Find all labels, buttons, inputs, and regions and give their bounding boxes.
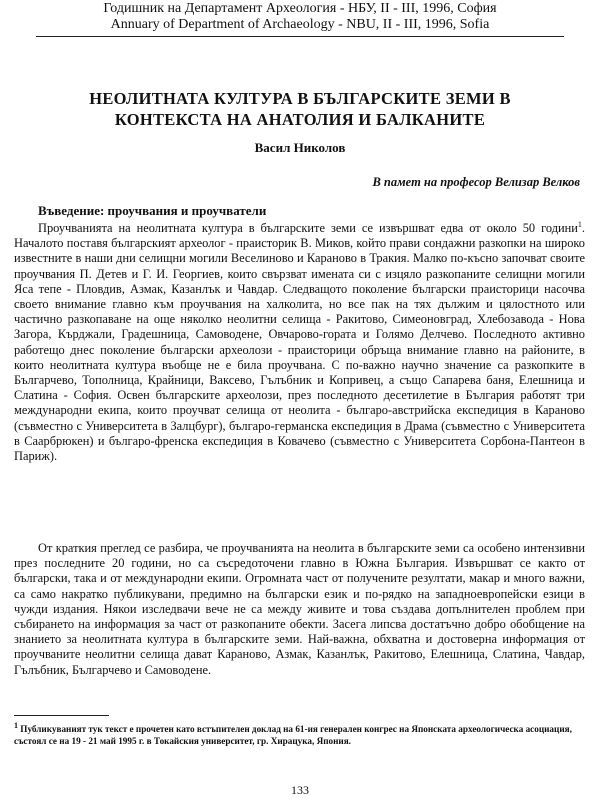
page-number: 133 <box>291 783 309 797</box>
footnote <box>14 720 585 747</box>
footnote-rule <box>14 715 109 716</box>
paragraph-1 <box>14 221 585 464</box>
paragraph-1-rest: . Началото поставя българският археолог - праисторик В. Миков, който прави сондажни разкопки на широко известните в наши дни селищни могили Веселиново и Караново в Тракия. Малко по-късно започват своите проучвания П. Детев и Г. И. Георгиев, които свързват имената си с изцяло разкопаните селищни могили Яса тепе - Пловдив, Азмак, Казанлък и Чавдар. Следващото поколение български праисторици насочва своето внимание главно към проучвания на халколита, но все пак на тях дължим и цялостното или частично разкопаване на още няколко неолитни селища - Ракитово, Симеоновград, Хлебозавода - Нова Загора, Кърджали, Градешница, Самоводене, Овчарово-гората и Голямо Делчево. Последното активно работещо днес поколение български археолози - праисторици обръща внимание главно на районите, в които неолитната култура въобще не е била проучвана. С по-важно научно значение са разкопките в Българчево, Тополница, Крайници, Ваксево, Гълъбник и Копривец, а също Сапарева баня, Елешница и Слатина - София. Освен българските археолози, през последното десетилетие в България работят три международни екипа, които проучват селища от неолита - българо-австрийска експедиция в Караново (съвместно с Университета в Залцбург), българо-германска експедиция в Драма (съвместно с Университета в Саарбрюкен) и българо-френска експедиция в Ковачево (съвместно с Университета Сорбона-Пантеон в Париж). <box>14 221 585 464</box>
footnote-text: Публикуваният тук текст е прочетен като встъпителен доклад на 61-ия генерален конгрес на Японската археологическа асоциация, състоял се на 19 - 21 май 1995 г. в Токайския университет, гр. Хирацука, Япония. <box>14 724 572 746</box>
header-bulgarian: Годишник на Департамент Археология - НБУ, II - III, 1996, София <box>103 1 497 16</box>
running-header <box>0 0 600 33</box>
dedication: В памет на професор Велизар Велков <box>372 175 580 189</box>
paragraph-2 <box>14 541 585 678</box>
footnote-mark: 1 <box>14 720 18 730</box>
header-rule <box>36 36 564 37</box>
author-name: Васил Николов <box>254 140 346 155</box>
title-line-1: НЕОЛИТНАТА КУЛТУРА В БЪЛГАРСКИТЕ ЗЕМИ В <box>89 89 511 108</box>
paragraph-2-text: От краткия преглед се разбира, че проучванията на неолита в българските земи са особено интензивни през последните 20 години, но са съсредоточени главно в Южна България. Извършват се както от български, така и от международни екипи. Огромната част от получените резултати, макар и много важни, са само накратко публикувани, предимно на български език и по-рядко на западноевропейски езици в чужди издания. Някои изследвачи вече не са между живите и това създава допълнителен проблем при събирането на информация за част от разкопаните обекти. Засега липсва достатъчно добро обобщение на знанието за неолитната култура в българските земи. Най-важна, обхватна и достоверна информация от проучваните неолитни селища дават Караново, Азмак, Казанлък, Ракитово, Елешница, Слатина, Чавдар, Гълъбник, Българчево и Самоводене. <box>14 541 585 677</box>
title-line-2: КОНТЕКСТА НА АНАТОЛИЯ И БАЛКАНИТЕ <box>114 110 486 129</box>
header-english: Annuary of Department of Archaeology - NBU, II - III, 1996, Sofia <box>110 17 490 32</box>
paragraph-1-start: Проучванията на неолитната култура в българските земи се извършват едва от около 50 години <box>38 221 578 235</box>
section-heading: Въведение: проучвания и проучватели <box>38 203 267 218</box>
footnote-reference[interactable]: 1 <box>577 219 582 229</box>
article-title <box>0 88 600 130</box>
